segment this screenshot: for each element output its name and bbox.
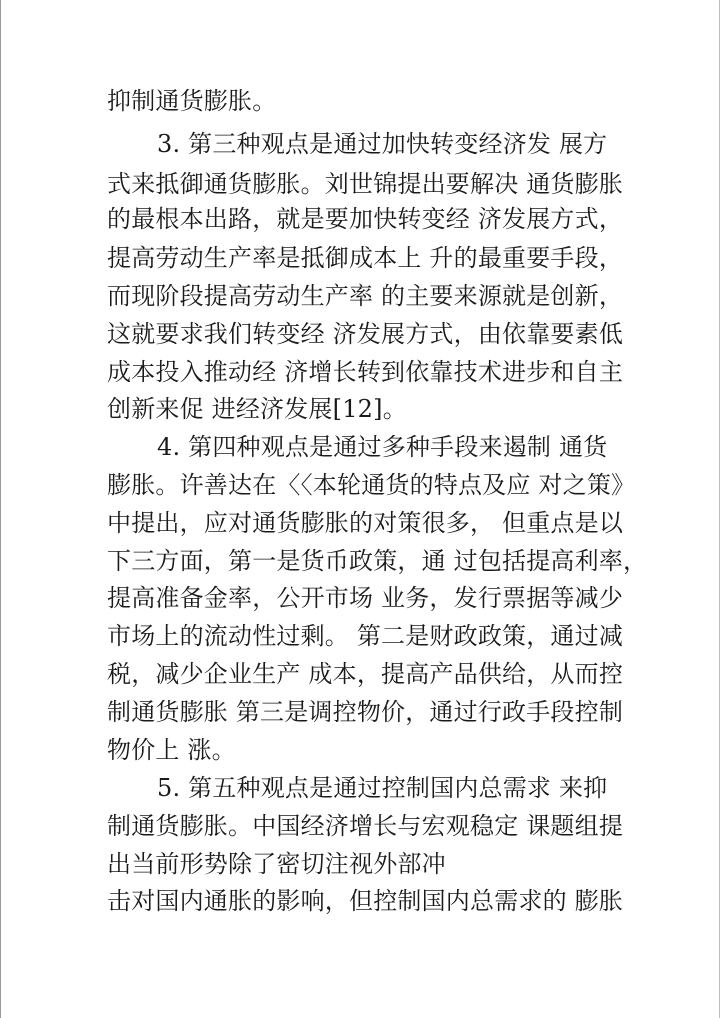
paragraph-5-start: 5. 第五种观点是通过控制国内总需求 来抑: [157, 774, 608, 802]
text-line: 市场上的流动性过剩。 第二是财政政策，通过减: [107, 622, 624, 650]
text-line: 抑制通货膨胀。: [107, 87, 277, 115]
text-line: 提高准备金率，公开市场 业务，发行票据等减少: [107, 584, 624, 612]
text-line: 击对国内通胀的影响，但控制国内总需求的 膨胀: [107, 887, 624, 915]
text-line: 而现阶段提高劳动生产率 的主要来源就是创新，: [107, 282, 624, 310]
text-line: 税，减少企业生产 成本，提高产品供给，从而控: [107, 660, 624, 688]
text-line: 这就要求我们转变经 济发展方式，由依靠要素低: [107, 320, 624, 348]
text-line: 的最根本出路，就是要加快转变经 济发展方式，: [107, 205, 624, 233]
text-line: 制通货膨胀 第三是调控物价，通过行政手段控制: [107, 698, 624, 726]
text-line: 膨胀。许善达在〈〈本轮通货的特点及应 对之策》: [107, 471, 636, 499]
text-line: 中提出，应对通货膨胀的对策很多， 但重点是以: [107, 509, 624, 537]
text-line: 下三方面，第一是货币政策，通 过包括提高利率，: [107, 547, 648, 575]
text-line: 提高劳动生产率是抵御成本上 升的最重要手段，: [107, 244, 624, 272]
page-left-border: [0, 0, 1, 1018]
text-line: 创新来促 进经济发展[12]。: [107, 395, 407, 423]
text-line: 出当前形势除了密切注视外部冲: [107, 850, 446, 878]
paragraph-4-start: 4. 第四种观点是通过多种手段来遏制 通货: [157, 433, 608, 461]
text-line: 物价上 涨。: [107, 736, 236, 764]
text-line: 式来抵御通货膨胀。刘世锦提出要解决 通货膨胀: [107, 170, 624, 198]
paragraph-3-start: 3. 第三种观点是通过加快转变经济发 展方: [157, 130, 608, 158]
text-line: 成本投入推动经 济增长转到依靠技术进步和自主: [107, 358, 624, 386]
text-line: 制通货膨胀。中国经济增长与宏观稳定 课题组提: [107, 812, 624, 840]
